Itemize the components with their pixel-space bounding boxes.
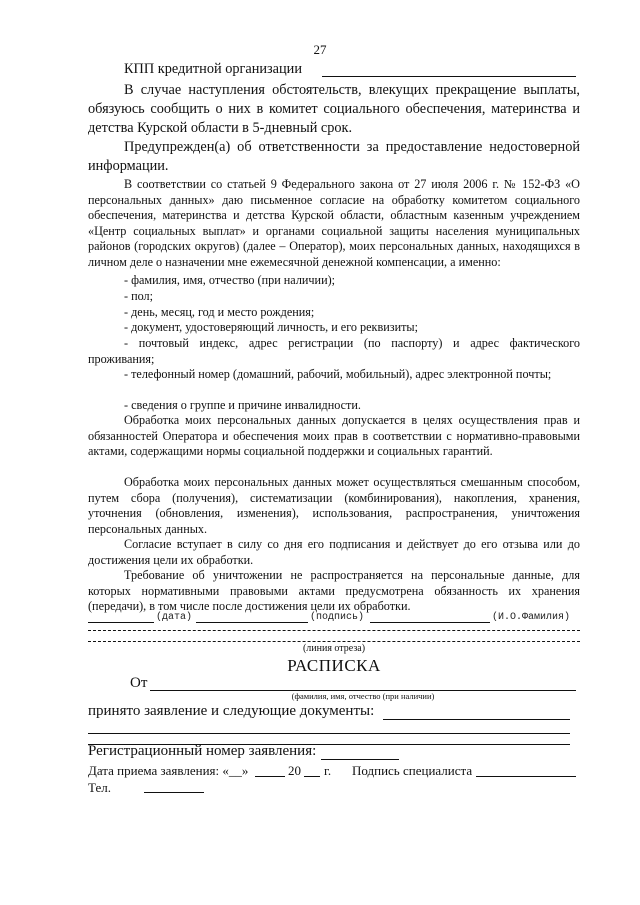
date-received-label: Дата приема заявления: «__» [88, 763, 249, 778]
date-caption: (дата) [156, 612, 193, 623]
from-caption: (фамилия, имя, отчество (при наличии) [291, 691, 435, 701]
paragraph-validity: Согласие вступает в силу со дня его подписания и действует до его отзыва или до достижения цели их обработки. [88, 537, 580, 567]
month-field-line[interactable] [255, 776, 285, 777]
year-label: 20 [288, 763, 301, 778]
signature-caption: (подпись) [310, 612, 365, 623]
specialist-label: Подпись специалиста [352, 763, 473, 778]
year-field-line[interactable] [304, 776, 320, 777]
data-item: - сведения о группе и причине инвалидности. [124, 398, 361, 412]
phone-field-line[interactable] [144, 792, 204, 793]
phone-label: Тел. [88, 780, 111, 795]
name-caption: (И.О.Фамилия) [492, 612, 571, 623]
kpp-field-line[interactable] [322, 76, 576, 77]
paragraph-consent: В соответствии со статьей 9 Федерального закона от 27 июля 2006 г. № 152-ФЗ «О персональных данных» даю письменное согласие на обработку комитетом социального обеспечения, материнства и детства Курской области, областным казенным учреждением «Центр социальных выплат» и органами социальной защиты населения муниципальных районов (городских округов) (далее – Оператор), моих персональных данных, находящихся в личном деле о назначении мне ежемесячной денежной компенсации, а именно: [88, 177, 580, 269]
year-suffix: г. [324, 763, 332, 778]
data-item: - телефонный номер (домашний, рабочий, мобильный), адрес электронной почты; [124, 367, 552, 381]
cut-line-lower [88, 641, 580, 642]
receipt-title: РАСПИСКА [287, 656, 381, 675]
reg-number-label: Регистрационный номер заявления: [88, 743, 317, 759]
from-label: От [130, 675, 148, 691]
specialist-signature-line[interactable] [476, 776, 576, 777]
reg-number-field-line[interactable] [321, 759, 399, 760]
data-item: - пол; [124, 289, 154, 303]
data-item: - почтовый индекс, адрес регистрации (по паспорту) и адрес фактического проживания; [88, 336, 580, 366]
paragraph-notify: В случае наступления обстоятельств, влекущих прекращение выплаты, обязуюсь сообщить о них в комитет социального обеспечения, материнства и детства Курской области в 5-дневный срок. [88, 82, 580, 136]
cut-line-caption: (линия отреза) [302, 643, 366, 654]
kpp-label: КПП кредитной организации [124, 61, 302, 77]
data-item: - документ, удостоверяющий личность, и его реквизиты; [124, 320, 418, 334]
page-number: 27 [313, 42, 327, 57]
documents-field-line[interactable] [383, 719, 570, 720]
paragraph-destroy: Требование об уничтожении не распространяется на персональные данные, для которых нормативными правовыми актами предусмотрена обязанность их хранения (передачи), в том числе после достижения цели их обработки. [88, 568, 580, 614]
paragraph-purpose: Обработка моих персональных данных допускается в целях осуществления прав и обязанностей Оператора и обеспечения моих прав в соответствии с нормативно-правовыми актами, содержащими нормы социальной поддержки и социальных гарантий. [88, 413, 580, 459]
signature-row [88, 612, 580, 626]
date-field-line[interactable] [88, 622, 154, 623]
data-item: - день, месяц, год и место рождения; [124, 305, 315, 319]
paragraph-warned: Предупрежден(а) об ответственности за предоставление недостоверной информации. [88, 139, 580, 174]
accepted-label: принято заявление и следующие документы: [88, 703, 375, 719]
documents-line-2[interactable] [88, 733, 570, 734]
name-field-line[interactable] [370, 622, 490, 623]
signature-field-line[interactable] [196, 622, 308, 623]
data-item: - фамилия, имя, отчество (при наличии); [124, 273, 336, 287]
paragraph-method: Обработка моих персональных данных может осуществляться смешанным способом, путем сбора (получения), систематизации (комбинирования), накопления, хранения, уточнения (обновления, изменения), использования, распространения, уничтожения персональных данных. [88, 475, 580, 536]
cut-line-upper [88, 630, 580, 631]
